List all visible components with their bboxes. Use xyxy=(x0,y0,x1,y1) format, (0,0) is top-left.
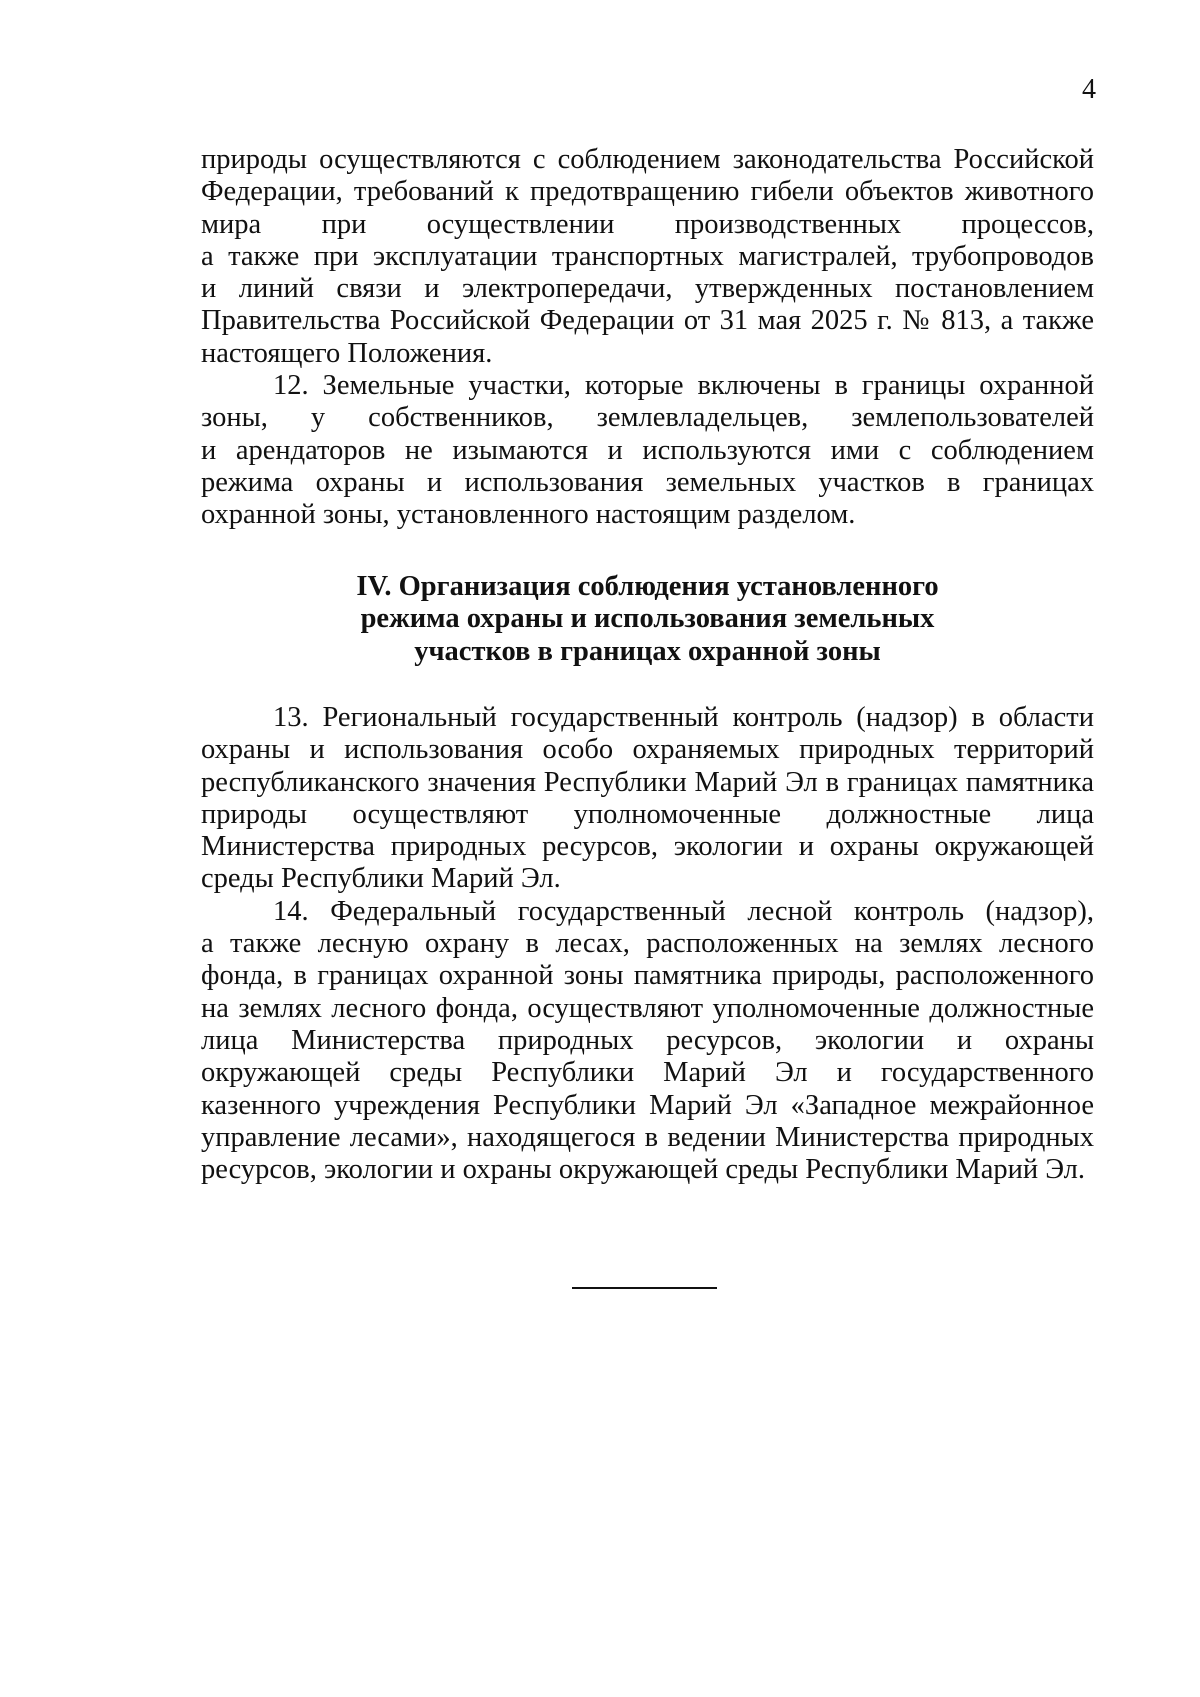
text-line: 12. Земельные участки, которые включены в границы охранной xyxy=(273,370,1094,402)
text-line: 13. Региональный государственный контроль (надзор) в области xyxy=(273,702,1094,733)
text-line: настоящего Положения. xyxy=(201,337,493,369)
text-block-bottom xyxy=(201,702,1094,1186)
paragraph-item-13 xyxy=(201,702,1094,896)
paragraph-item-14 xyxy=(201,896,1094,1187)
text-line: природы осуществляют уполномоченные должностные лица xyxy=(201,798,1094,830)
text-line: управление лесами», находящегося в ведении Министерства природных xyxy=(201,1121,1094,1153)
text-line: фонда, в границах охранной зоны памятника природы, расположенного xyxy=(201,960,1094,992)
text-line: окружающей среды Республики Марий Эл и государственного xyxy=(201,1057,1094,1089)
section-heading xyxy=(201,571,1094,668)
text-line: Министерства природных ресурсов, экологии и охраны окружающей xyxy=(201,831,1094,863)
text-line: охраны и использования особо охраняемых природных территорий xyxy=(201,734,1094,766)
text-line: охранной зоны, установленного настоящим разделом. xyxy=(201,499,856,531)
text-line: природы осуществляются с соблюдением законодательства Российской xyxy=(201,144,1094,175)
page-number: 4 xyxy=(1082,74,1096,105)
text-line: республиканского значения Республики Марий Эл в границах памятника xyxy=(201,766,1094,798)
text-line: зоны, у собственников, землевладельцев, землепользователей xyxy=(201,402,1094,434)
text-line: на землях лесного фонда, осуществляют уполномоченные должностные xyxy=(201,992,1094,1024)
text-line: ресурсов, экологии и охраны окружающей среды Республики Марий Эл. xyxy=(201,1154,1086,1186)
text-block-top xyxy=(201,144,1094,532)
text-line: казенного учреждения Республики Марий Эл «Западное межрайонное xyxy=(201,1089,1094,1121)
text-line: мира при осуществлении производственных процессов, xyxy=(201,208,1094,240)
text-line: среды Республики Марий Эл. xyxy=(201,863,561,895)
text-line: режима охраны и использования земельных участков в границах xyxy=(201,466,1094,498)
text-line: и линий связи и электропередачи, утвержденных постановлением xyxy=(201,273,1094,305)
end-divider xyxy=(572,1287,717,1289)
section-heading-line: IV. Организация соблюдения установленного xyxy=(356,571,939,602)
paragraph-item-12 xyxy=(201,370,1094,531)
text-line: Федерации, требований к предотвращению гибели объектов животного xyxy=(201,176,1094,208)
section-heading-line: участков в границах охранной зоны xyxy=(414,635,881,667)
paragraph-continuation xyxy=(201,144,1094,370)
text-line: и арендаторов не изымаются и используются ими с соблюдением xyxy=(201,434,1094,466)
text-line: Правительства Российской Федерации от 31 мая 2025 г. № 813, а также xyxy=(201,305,1094,337)
text-line: 14. Федеральный государственный лесной контроль (надзор), xyxy=(273,895,1094,927)
text-line: а также лесную охрану в лесах, расположенных на землях лесного xyxy=(201,928,1094,960)
section-heading-line: режима охраны и использования земельных xyxy=(360,603,935,635)
text-line: лица Министерства природных ресурсов, экологии и охраны xyxy=(201,1024,1094,1056)
text-line: а также при эксплуатации транспортных магистралей, трубопроводов xyxy=(201,240,1094,272)
